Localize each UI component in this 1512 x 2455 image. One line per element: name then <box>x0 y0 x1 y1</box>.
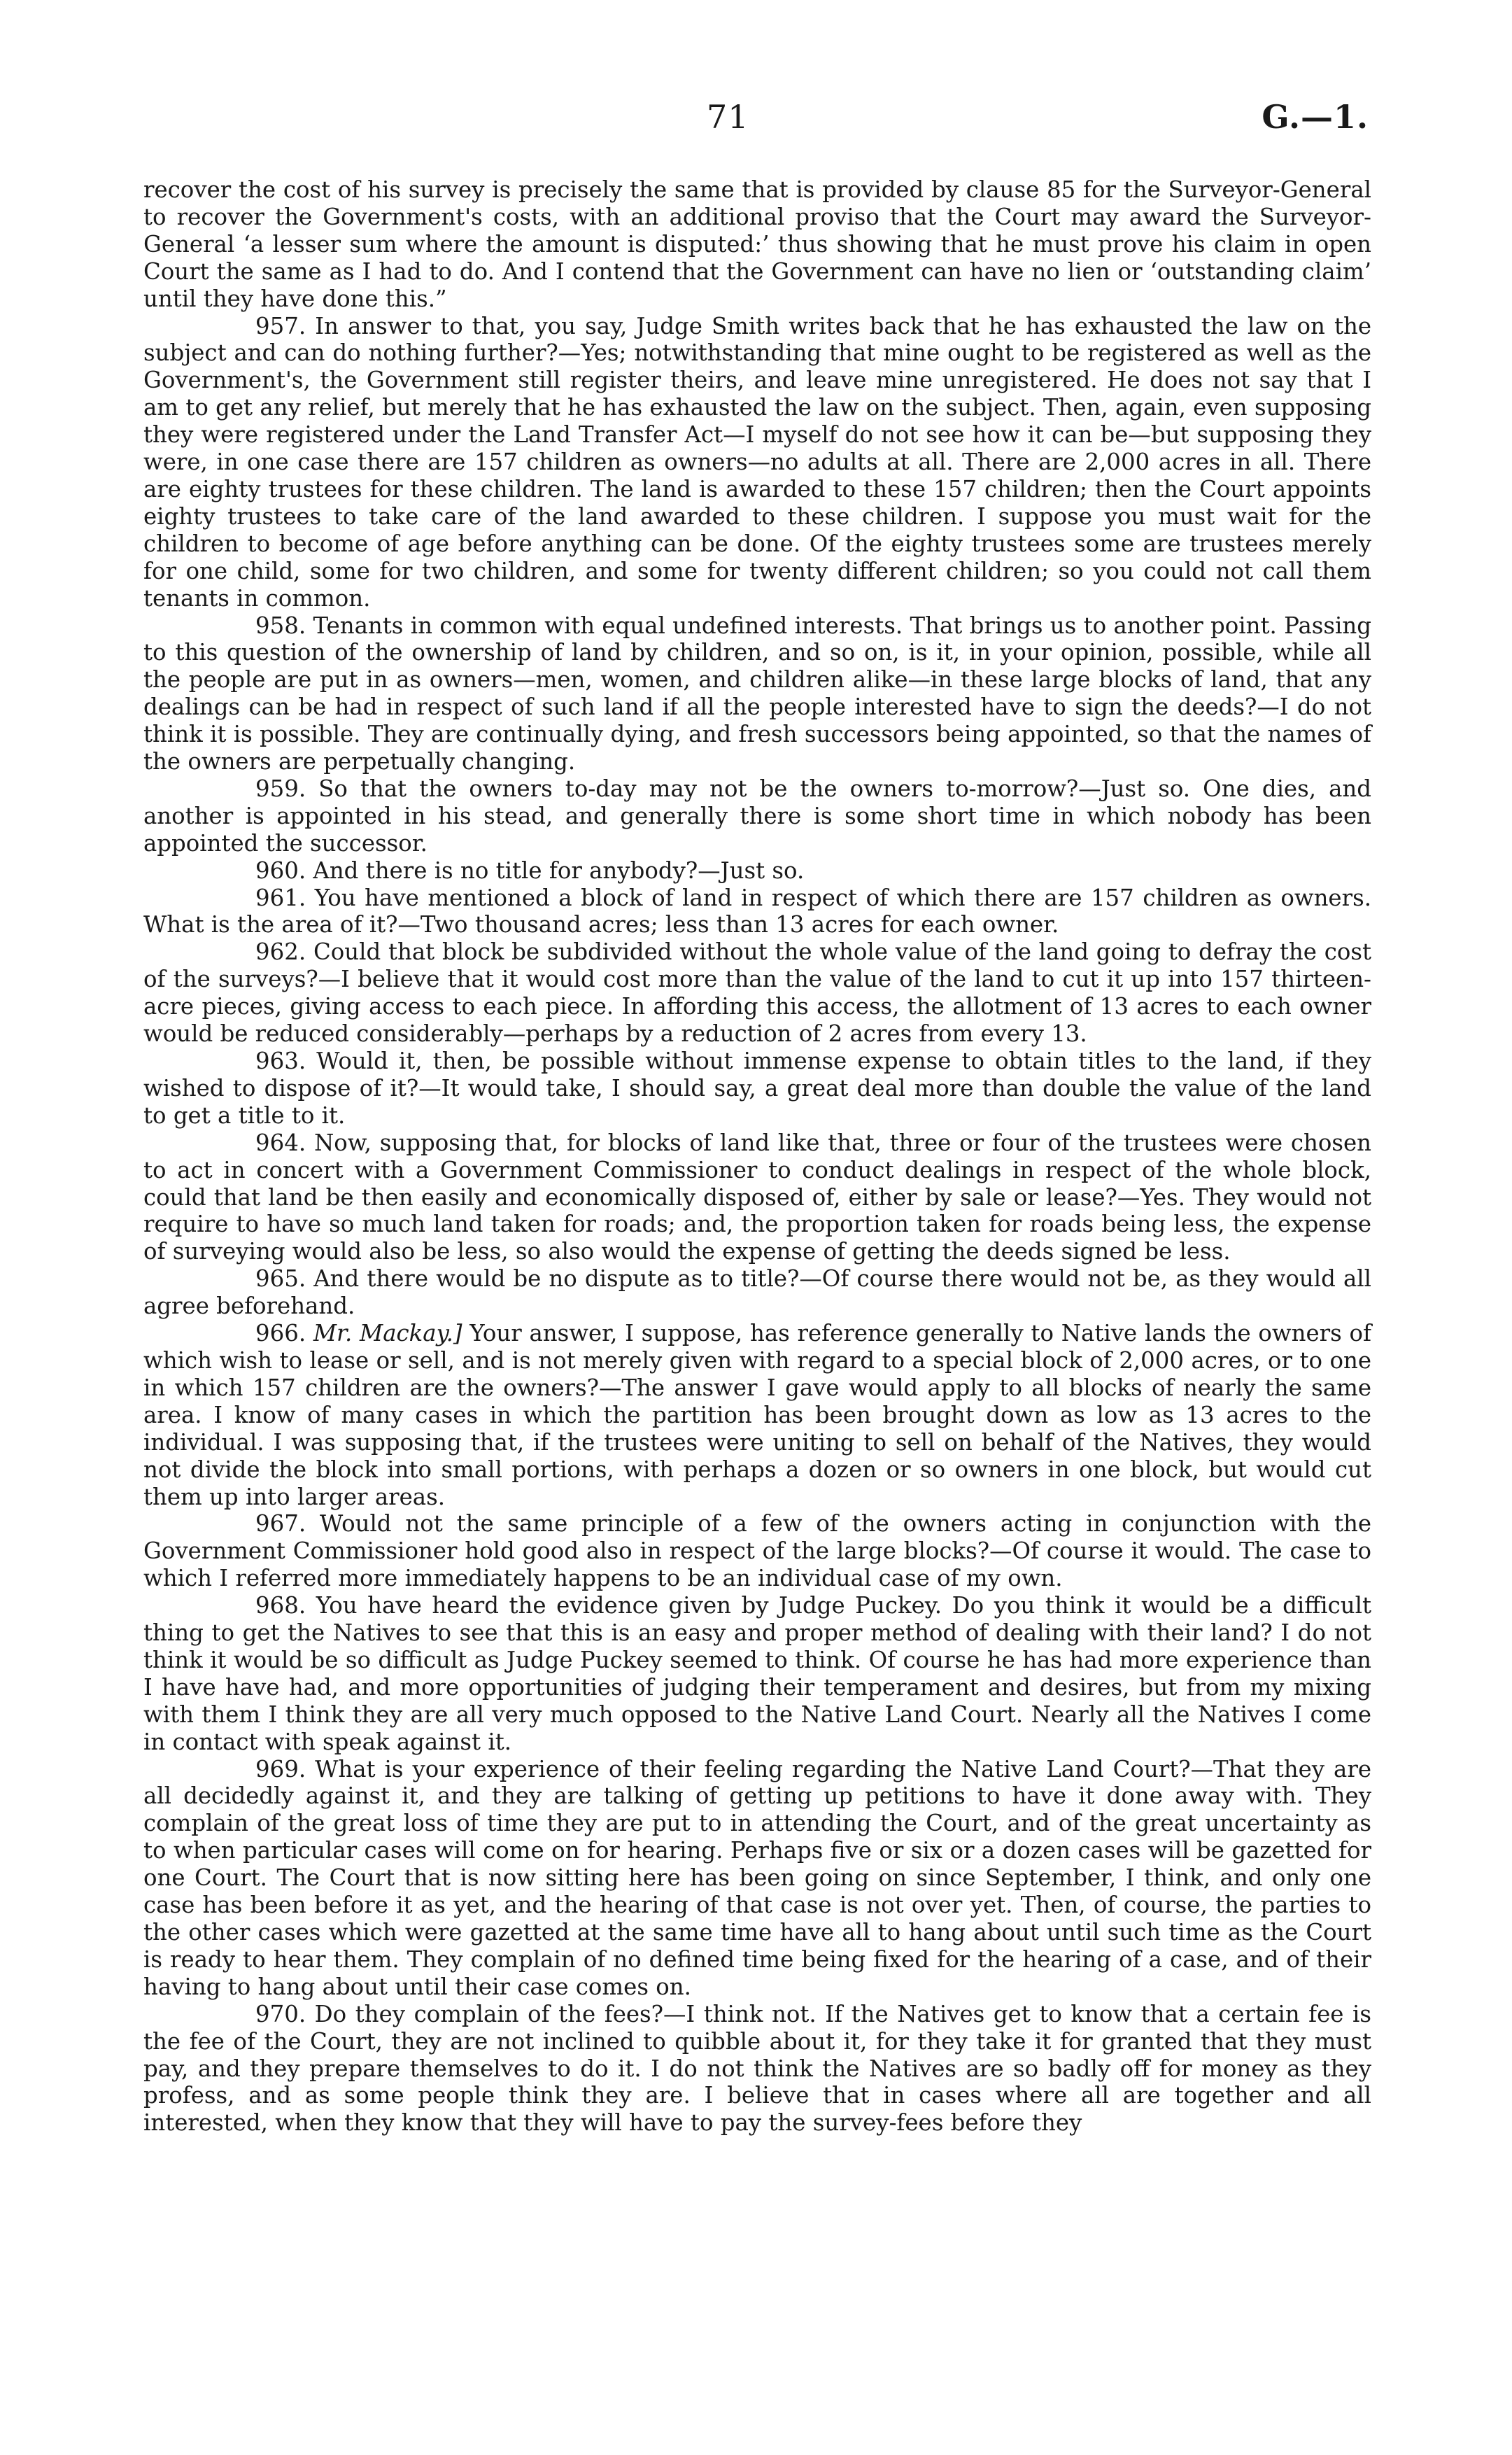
question-969 <box>143 1756 1371 2001</box>
paragraph-text: Would not the same principle of a few of the owners acting in conjunction with the Government Commissioner hold good also in respect of the large blocks?—Of course it would. The case to which I referred more immediately happens to be an individual case of my own. <box>143 1510 1372 1592</box>
speaker-name: Mr. Mackay.] <box>313 1320 462 1347</box>
question-958 <box>143 612 1371 775</box>
page-header <box>0 98 1512 154</box>
question-number: 965. <box>255 1265 306 1293</box>
question-number: 959. <box>255 775 306 802</box>
question-965 <box>143 1265 1371 1320</box>
paragraph-text: Tenants in common with equal undefined interests. That brings us to another point. Passing to this question of the ownership of land by children, and so on, is it, in your opinion, possible, while all the people are put in as owners—men, women, and children alike—in these large blocks of land, that any dealings can be had in respect of such land if all the people interested have to sign the deeds?—I do not think it is possible. They are continually dying, and fresh successors being appointed, so that the names of the owners are perpetually changing. <box>143 612 1372 775</box>
question-968 <box>143 1592 1371 1755</box>
paragraph-text: Now, supposing that, for blocks of land like that, three or four of the trustees were chosen to act in concert with a Government Commissioner to conduct dealings in respect of the whole block, could that land be then easily and economically disposed of, either by sale or lease?—Yes. They would not require to have so much land taken for roads; and, the proportion taken for roads being less, the expense of surveying would also be less, so also would the expense of getting the deeds signed be less. <box>143 1129 1372 1265</box>
question-964 <box>143 1130 1371 1266</box>
question-number: 966. <box>255 1320 306 1347</box>
question-961 <box>143 885 1371 939</box>
question-number: 962. <box>255 938 306 966</box>
question-number: 970. <box>255 2000 306 2027</box>
paragraph-text: Your answer, I suppose, has reference generally to Native lands the owners of which wish to lease or sell, and is not merely given with regard to a special block of 2,000 acres, or to one in which 157 children are the owners?—The answer I gave would apply to all blocks of nearly the same area. I know of many cases in which the partition has been brought down as low as 13 acres to the individual. I was supposing that, if the trustees were uniting to sell on behalf of the Natives, they would not divide the block into small portions, with perhaps a dozen or so owners in one block, but would cut them up into larger areas. <box>143 1320 1372 1510</box>
question-number: 958. <box>255 612 306 639</box>
question-number: 969. <box>255 1755 306 1782</box>
question-959 <box>143 775 1371 857</box>
question-number: 957. <box>255 312 306 339</box>
question-963 <box>143 1048 1371 1130</box>
paragraph-text: Do they complain of the fees?—I think not. If the Natives get to know that a certain fee is the fee of the Court, they are not inclined to quibble about it, for they take it for granted that they must pay, and they prepare themselves to do it. I do not think the Natives are so badly off for money as they profess, and as some people think they are. I believe that in cases where all are together and all interested, when they know that they will have to pay the survey-fees before they <box>143 2000 1371 2137</box>
document-reference: G.—1. <box>1262 98 1369 136</box>
paragraph-text: Would it, then, be possible without immense expense to obtain titles to the land, if they wished to dispose of it?—It would take, I should say, a great deal more than double the value of the land to get a title to it. <box>143 1048 1372 1129</box>
question-962 <box>143 938 1371 1048</box>
paragraph-text: And there would be no dispute as to title?—Of course there would not be, as they would all agree beforehand. <box>143 1265 1371 1320</box>
question-957 <box>143 313 1371 612</box>
paragraph-text: What is your experience of their feeling regarding the Native Land Court?—That they are all decidedly against it, and they are talking of getting up petitions to have it done away with. They complain of the great loss of time they are put to in attending the Court, and of the great uncertainty as to when particular cases will come on for hearing. Perhaps five or six or a dozen cases will be gazetted for one Court. The Court that is now sitting here has been going on since September, I think, and only one case has been before it as yet, and the hearing of that case is not over yet. Then, of course, the parties to the other cases which were gazetted at the same time have all to hang about until such time as the Court is ready to hear them. They complain of no defined time being fixed for the hearing of a case, and of their having to hang about until their case comes on. <box>143 1755 1372 2000</box>
question-960 <box>143 857 1371 885</box>
question-number: 961. <box>255 884 306 911</box>
body-text <box>143 176 1371 2137</box>
paragraph-text: And there is no title for anybody?—Just so. <box>313 857 805 884</box>
paragraph-text: So that the owners to-day may not be the owners to-morrow?—Just so. One dies, and another is appointed in his stead, and generally there is some short time in which nobody has been appointed the successor. <box>143 775 1371 857</box>
page-number: 71 <box>707 98 749 136</box>
question-970 <box>143 2001 1371 2137</box>
question-number: 960. <box>255 857 306 884</box>
question-number: 968. <box>255 1592 306 1619</box>
question-number: 967. <box>255 1510 306 1538</box>
question-number: 963. <box>255 1048 306 1074</box>
paragraph-text: In answer to that, you say, Judge Smith writes back that he has exhausted the law on the subject and can do nothing further?—Yes; notwithstanding that mine ought to be registered as well as the Government's, the Government still register theirs, and leave mine unregistered. He does not say that I am to get any relief, but merely that he has exhausted the law on the subject. Then, again, even supposing they were registered under the Land Transfer Act—I myself do not see how it can be—but supposing they were, in one case there are 157 children as owners—no adults at all. There are 2,000 acres in all. There are eighty trustees for these children. The land is awarded to these 157 children; then the Court appoints eighty trustees to take care of the land awarded to these children. I suppose you must wait for the children to become of age before anything can be done. Of the eighty trustees some are trustees merely for one child, some for two children, and some for twenty different children; so you could not call them tenants in common. <box>143 312 1372 612</box>
paragraph-text: recover the cost of his survey is precisely the same that is provided by clause 85 for the Surveyor-General to recover the Government's costs, with an additional proviso that the Court may award the Surveyor-General ‘a lesser sum where the amount is disputed:’ thus showing that he must prove his claim in open Court the same as I had to do. And I contend that the Government can have no lien or ‘outstanding claim’ until they have done this.” <box>143 176 1371 312</box>
paragraph-text: You have mentioned a block of land in respect of which there are 157 children as owners. What is the area of it?—Two thousand acres; less than 13 acres for each owner. <box>143 884 1372 938</box>
paragraph-text: Could that block be subdivided without the whole value of the land going to defray the cost of the surveys?—I believe that it would cost more than the value of the land to cut it up into 157 thirteen-acre pieces, giving access to each piece. In affording this access, the allotment of 13 acres to each owner would be reduced considerably—perhaps by a reduction of 2 acres from every 13. <box>143 938 1372 1048</box>
paragraph-continuation <box>143 176 1371 313</box>
question-967 <box>143 1510 1371 1592</box>
question-966 <box>143 1320 1371 1510</box>
paragraph-text: You have heard the evidence given by Judge Puckey. Do you think it would be a difficult thing to get the Natives to see that this is an easy and proper method of dealing with their land? I do not think it would be so difficult as Judge Puckey seemed to think. Of course he has had more experience than I have have had, and more opportunities of judging their temperament and desires, but from my mixing with them I think they are all very much opposed to the Native Land Court. Nearly all the Natives I come in contact with speak against it. <box>143 1592 1371 1755</box>
question-number: 964. <box>255 1129 306 1156</box>
